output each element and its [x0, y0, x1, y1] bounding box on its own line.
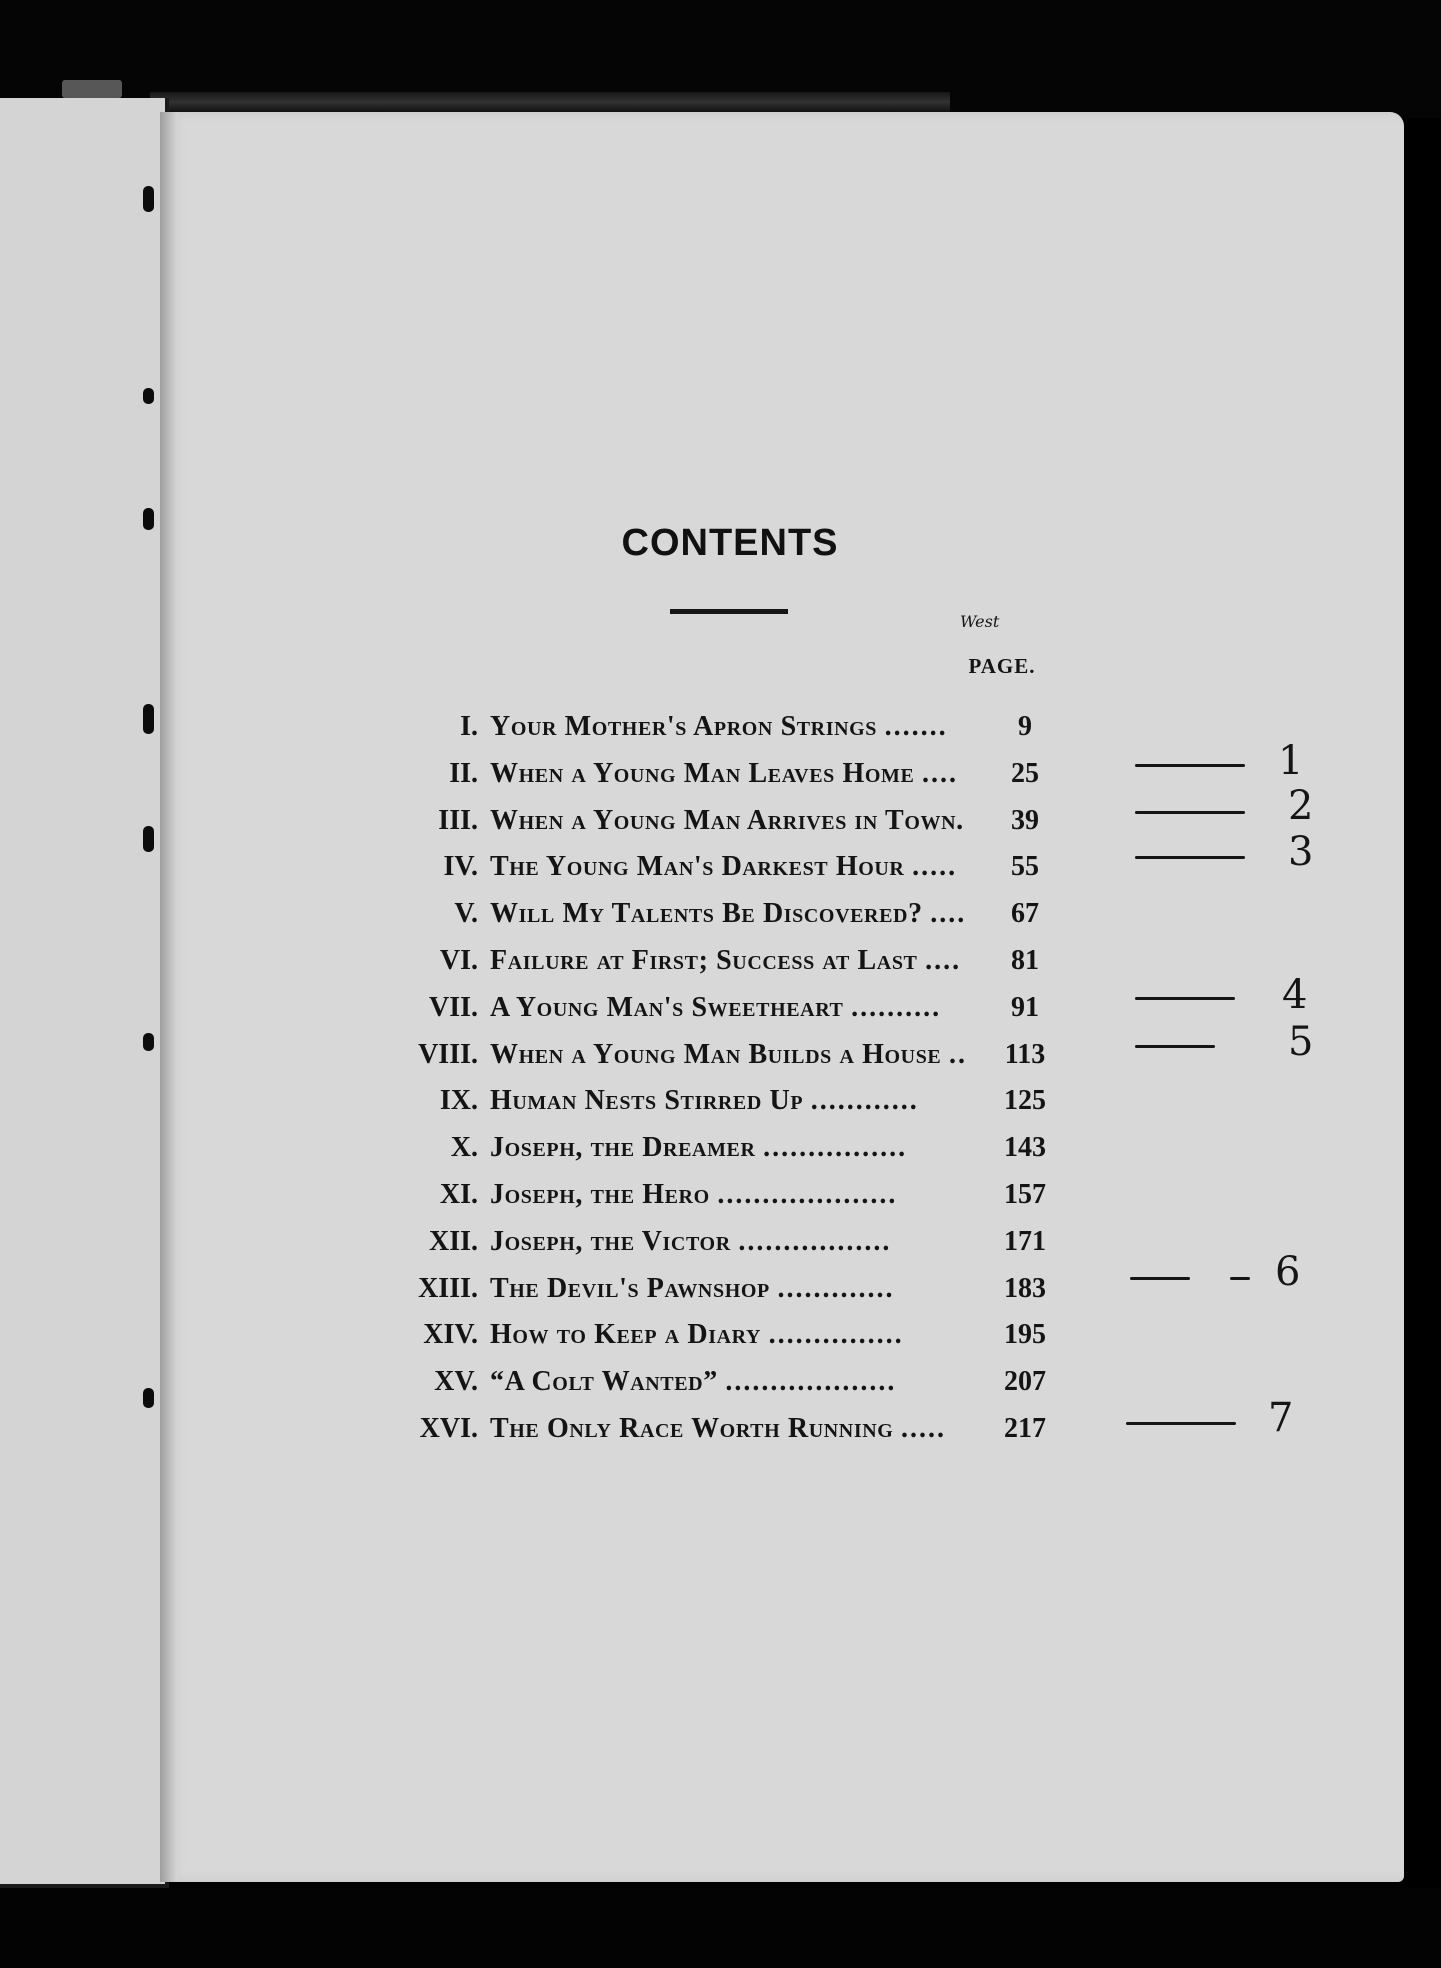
- leader-dots: .....: [912, 851, 958, 883]
- handwritten-line: [1135, 1045, 1215, 1048]
- chapter-title-cell: [490, 1172, 975, 1219]
- chapter-title-cell: [490, 1266, 975, 1313]
- chapter-title: The Devil's Pawnshop: [490, 1272, 770, 1304]
- page-column-header: [310, 654, 1046, 679]
- handwritten-line: [1135, 764, 1245, 767]
- handwritten-line: [1135, 856, 1245, 859]
- leader-dots: .................: [738, 1225, 892, 1257]
- chapter-title: A Young Man's Sweetheart: [490, 991, 844, 1023]
- binding-mark: [143, 1388, 154, 1408]
- chapter-title: How to Keep a Diary: [490, 1319, 762, 1351]
- binding-mark: [143, 826, 154, 852]
- chapter-title: Joseph, the Hero: [490, 1178, 710, 1210]
- chapter-title-cell: [490, 798, 975, 845]
- chapter-title-cell: [490, 938, 975, 985]
- chapter-title: Your Mother's Apron Strings: [490, 711, 878, 742]
- leader-dots: .......: [884, 711, 948, 742]
- leader-dots: ....: [922, 757, 959, 789]
- binding-mark: [143, 388, 154, 404]
- scan-bottom-border: [0, 1888, 1441, 1968]
- chapter-title-cell: [490, 1406, 975, 1453]
- page-number: 55: [1011, 851, 1039, 883]
- scan-speck: [62, 80, 122, 98]
- chapter-title: When a Young Man Arrives in Town.: [490, 804, 964, 836]
- leader-dots: ................: [763, 1132, 908, 1164]
- leader-dots: ....................: [717, 1178, 898, 1210]
- scan-streak: [150, 92, 950, 112]
- handwritten-number: 1: [1278, 738, 1304, 784]
- chapter-numeral: XI.: [439, 1178, 478, 1210]
- handwritten-number: 6: [1275, 1249, 1301, 1295]
- leader-dots: ....: [930, 898, 967, 930]
- page-number: 67: [1011, 898, 1039, 930]
- chapter-title-cell: [490, 1032, 975, 1079]
- binding-mark: [143, 1033, 154, 1051]
- scan-top-border: [0, 0, 1441, 118]
- chapter-numeral: V.: [454, 898, 478, 930]
- chapter-title: When a Young Man Leaves Home: [490, 757, 915, 789]
- chapter-title: Joseph, the Dreamer: [490, 1132, 756, 1164]
- chapter-numeral: XIII.: [418, 1272, 478, 1304]
- page-gutter-shadow: [160, 112, 178, 1882]
- page-number: 195: [1004, 1319, 1046, 1351]
- handwritten-number: 4: [1282, 972, 1308, 1018]
- chapter-title-cell: [490, 1219, 975, 1266]
- facing-page-edge: [0, 98, 169, 1888]
- handwritten-line: [1135, 811, 1245, 814]
- chapter-numeral: II.: [449, 757, 478, 789]
- chapter-title: Failure at First; Success at Last: [490, 944, 918, 976]
- chapter-title-cell: [490, 844, 975, 891]
- page-number: 183: [1004, 1272, 1046, 1304]
- chapter-numeral: IV.: [443, 851, 478, 883]
- page-number: 143: [1004, 1132, 1046, 1164]
- handwritten-line: [1126, 1422, 1236, 1425]
- chapter-title: Human Nests Stirred Up: [490, 1085, 804, 1117]
- chapter-title-cell: [490, 1125, 975, 1172]
- leader-dots: ....: [925, 944, 962, 976]
- chapter-title: “A Colt Wanted”: [490, 1366, 718, 1398]
- chapter-numeral: XIV.: [423, 1319, 478, 1351]
- binding-mark: [143, 508, 154, 530]
- page-number: 9: [1018, 711, 1032, 742]
- page-number: 81: [1011, 944, 1039, 976]
- leader-dots: ............: [810, 1085, 919, 1117]
- chapter-numeral: VIII.: [418, 1038, 478, 1070]
- chapter-numeral: VI.: [439, 944, 478, 976]
- chapter-numeral: X.: [450, 1132, 478, 1164]
- leader-dots: .............: [777, 1272, 895, 1304]
- leader-dots: ...................: [725, 1366, 897, 1398]
- chapter-numeral: XVI.: [419, 1412, 478, 1444]
- chapter-numeral: III.: [438, 804, 478, 836]
- title-rule: [670, 609, 788, 614]
- contents-page: [160, 112, 1404, 1882]
- handwritten-number: 5: [1288, 1019, 1314, 1065]
- chapter-title: When a Young Man Builds a House: [490, 1038, 942, 1070]
- handwritten-line: [1230, 1277, 1250, 1280]
- page-number: 157: [1004, 1178, 1046, 1210]
- page-number: 125: [1004, 1085, 1046, 1117]
- page-column-label: PAGE.: [968, 654, 1036, 678]
- handwritten-insert-word: West: [960, 612, 1000, 631]
- chapter-title-cell: [490, 985, 975, 1032]
- chapter-numeral: XII.: [428, 1225, 478, 1257]
- page-number: 171: [1004, 1225, 1046, 1257]
- chapter-numeral: I.: [460, 711, 478, 742]
- page-number: 39: [1011, 804, 1039, 836]
- handwritten-number: 7: [1268, 1395, 1294, 1441]
- handwritten-line: [1135, 997, 1235, 1000]
- page-number: 113: [1004, 1038, 1046, 1070]
- page-number: 207: [1004, 1366, 1046, 1398]
- chapter-title-cell: [490, 704, 975, 751]
- page-number: 217: [1004, 1412, 1046, 1444]
- chapter-title: The Only Race Worth Running: [490, 1412, 894, 1444]
- chapter-title-cell: [490, 751, 975, 798]
- chapter-numeral: VII.: [428, 991, 478, 1023]
- page-number: 91: [1011, 991, 1039, 1023]
- handwritten-number: 2: [1288, 783, 1314, 829]
- binding-mark: [143, 704, 154, 734]
- chapter-numeral: XV.: [434, 1366, 478, 1398]
- page-number: 25: [1011, 757, 1039, 789]
- chapter-title-cell: [490, 1078, 975, 1125]
- chapter-title-cell: [490, 891, 975, 938]
- leader-dots: ..: [948, 1038, 967, 1070]
- binding-mark: [143, 186, 154, 212]
- chapter-title: Joseph, the Victor: [490, 1225, 731, 1257]
- chapter-title: The Young Man's Darkest Hour: [490, 851, 905, 883]
- leader-dots: ...............: [768, 1319, 904, 1351]
- chapter-title-cell: [490, 1359, 975, 1406]
- handwritten-number: 3: [1288, 829, 1314, 875]
- chapter-numeral: IX.: [439, 1085, 478, 1117]
- page-title: CONTENTS: [621, 522, 839, 564]
- leader-dots: ..........: [851, 991, 942, 1023]
- chapter-title-cell: [490, 1312, 975, 1359]
- leader-dots: .....: [901, 1412, 947, 1444]
- chapter-title: Will My Talents Be Discovered?: [490, 898, 923, 930]
- handwritten-line: [1130, 1277, 1190, 1280]
